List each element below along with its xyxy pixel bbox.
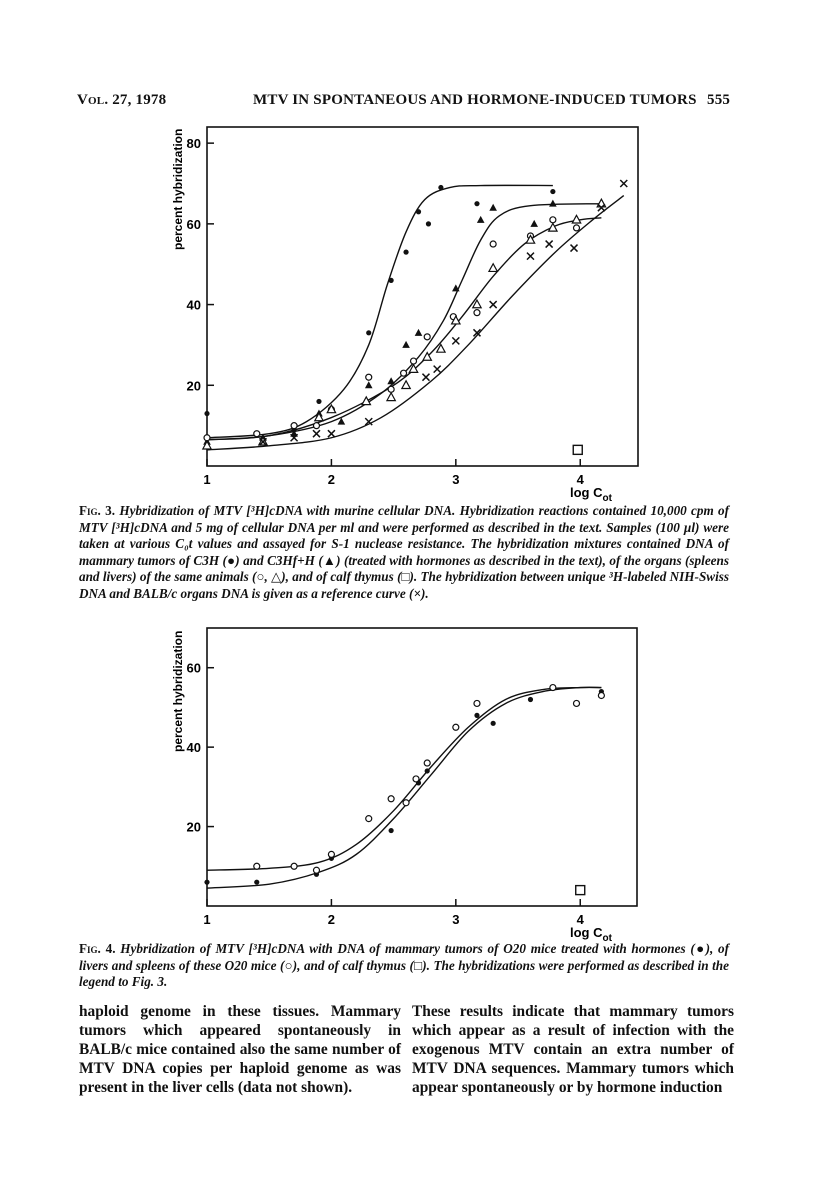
f3-marker-filled-circle	[426, 221, 431, 226]
figure-3-chart	[0, 110, 816, 504]
f3-marker-open-circle	[366, 374, 372, 380]
f3-marker-open-triangle	[549, 223, 557, 231]
f3-marker-open-triangle	[387, 393, 395, 401]
f3-x-tick-label: 4	[576, 472, 584, 487]
figure-3-xlabel: $\log C_{ot}$	[570, 485, 612, 504]
f3-marker-filled-circle	[438, 185, 443, 190]
page-number: 555	[707, 92, 731, 108]
f3-marker-filled-circle	[389, 278, 394, 283]
f4-marker-open-circle	[254, 863, 260, 869]
f3-marker-cross	[620, 180, 627, 187]
figure-4-caption-label: Fig. 4.	[79, 941, 116, 956]
f4-y-tick-label: 60	[186, 660, 201, 676]
f3-fit-curve	[207, 185, 553, 437]
f3-marker-filled-triangle	[530, 220, 538, 227]
f3-y-tick-label: 40	[186, 297, 201, 313]
f3-marker-filled-circle	[550, 189, 555, 194]
f3-marker-open-circle	[313, 423, 319, 429]
f4-marker-open-square	[576, 886, 585, 895]
figure-4-caption	[79, 941, 729, 991]
f4-marker-open-circle	[366, 816, 372, 822]
f4-marker-open-circle	[413, 776, 419, 782]
body-text-right-column: These results indicate that mammary tumors which appear as a result of infection with the exogenous MTV contain an extra number of MTV DNA sequences. Mammary tumors which appear spontaneously or by hormone induction	[412, 1003, 734, 1096]
f4-marker-filled-circle	[204, 880, 209, 885]
f3-marker-open-triangle	[402, 381, 410, 389]
f3-marker-open-circle	[204, 435, 210, 441]
f3-marker-filled-circle	[366, 330, 371, 335]
f3-marker-open-triangle	[362, 397, 370, 405]
f3-marker-open-circle	[388, 386, 394, 392]
f3-marker-open-circle	[574, 225, 580, 231]
f3-marker-open-triangle	[572, 215, 580, 223]
f3-marker-filled-triangle	[477, 216, 485, 223]
f3-marker-filled-circle	[204, 411, 209, 416]
f3-marker-open-square	[573, 445, 582, 454]
figure-4-ylabel: percent hybridization	[171, 630, 185, 752]
f4-marker-open-circle	[598, 693, 604, 699]
f4-x-tick-label: 4	[576, 912, 584, 927]
f3-marker-filled-triangle	[489, 204, 497, 211]
f3-fit-curve	[207, 204, 601, 440]
f4-marker-open-circle	[403, 800, 409, 806]
f3-marker-filled-triangle	[415, 329, 423, 336]
f4-marker-open-circle	[424, 760, 430, 766]
f4-marker-open-circle	[474, 700, 480, 706]
f4-fit-curve	[207, 687, 601, 870]
f3-x-tick-label: 1	[203, 472, 211, 487]
f3-marker-filled-triangle	[549, 200, 557, 207]
f4-fit-curve	[207, 687, 601, 888]
f3-marker-filled-triangle	[365, 381, 373, 388]
figure-3-caption	[79, 503, 729, 603]
f3-marker-cross	[546, 241, 553, 248]
f3-marker-filled-circle	[403, 250, 408, 255]
f3-x-tick-label: 2	[327, 472, 336, 487]
f4-marker-open-circle	[328, 851, 334, 857]
f3-marker-cross	[422, 374, 429, 381]
figure-4-xlabel: $\log C_{ot}$	[570, 925, 612, 944]
figure-4-chart	[0, 608, 816, 944]
f3-marker-cross	[527, 253, 534, 260]
f3-marker-open-circle	[424, 334, 430, 340]
f4-marker-open-circle	[313, 867, 319, 873]
f4-marker-open-circle	[453, 724, 459, 730]
f3-marker-cross	[434, 366, 441, 373]
figure-4-caption-text: Hybridization of MTV [³H]cDNA with DNA of mammary tumors of O20 mice treated with hormones (●), of livers and spleens of these O20 mice (○), and of calf thymus (□). The hybridizations were performed as described in the legend to Fig. 3.	[79, 941, 730, 990]
f4-marker-filled-circle	[254, 880, 259, 885]
f4-x-tick-label: 3	[452, 912, 460, 927]
f3-marker-filled-circle	[474, 201, 479, 206]
f3-marker-cross	[452, 337, 459, 344]
f3-marker-cross	[490, 301, 497, 308]
f4-plot-frame	[207, 628, 637, 906]
f3-marker-open-triangle	[203, 441, 211, 449]
f3-marker-cross	[313, 430, 320, 437]
f3-marker-filled-circle	[316, 399, 321, 404]
figure-3-caption-label: Fig. 3.	[79, 503, 116, 518]
f4-y-tick-label: 20	[186, 819, 201, 835]
f4-y-tick-label: 40	[186, 740, 201, 756]
f3-marker-cross	[328, 430, 335, 437]
f3-y-tick-label: 80	[186, 136, 201, 152]
f3-marker-open-circle	[291, 423, 297, 429]
f4-marker-filled-circle	[491, 721, 496, 726]
f3-marker-open-circle	[490, 241, 496, 247]
f3-y-tick-label: 60	[186, 216, 201, 232]
f3-x-tick-label: 3	[452, 472, 460, 487]
f3-marker-filled-triangle	[387, 377, 395, 384]
f4-marker-open-circle	[388, 796, 394, 802]
f4-marker-filled-circle	[474, 713, 479, 718]
f3-marker-filled-circle	[416, 209, 421, 214]
running-header-title: MTV IN SPONTANEOUS AND HORMONE-INDUCED TUMORS	[253, 92, 697, 108]
body-text-left-column: haploid genome in these tissues. Mammary tumors which appeared spontaneously in BALB/c mice contained also the same number of MTV DNA copies per haploid genome as was present in the liver cells (data not shown).	[79, 1003, 401, 1096]
figure-3-caption-text: Hybridization of MTV [³H]cDNA with murine cellular DNA. Hybridization reactions contained 10,000 cpm of MTV [³H]cDNA and 5 mg of cellular DNA per ml and were performed as described in the text. Samples (100 µl) were taken at various C₀t values and assayed for S-1 nuclease resistance. The hybridization mixtures contained DNA of mammary tumors of C3H (●) and C3Hf+H (▲) (treated with hormones as described in the text), of the organs (spleens and livers) of the same animals (○, △), and of calf thymus (□). The hybridization between unique ³H-labeled NIH-Swiss DNA and BALB/c organs DNA is given as a reference curve (×).	[79, 503, 730, 601]
f3-marker-open-circle	[550, 217, 556, 223]
f4-x-tick-label: 2	[327, 912, 336, 927]
f3-marker-open-circle	[411, 358, 417, 364]
f3-marker-open-circle	[254, 431, 260, 437]
f3-y-tick-label: 20	[186, 378, 201, 394]
f4-marker-open-circle	[550, 685, 556, 691]
f4-marker-filled-circle	[528, 697, 533, 702]
f4-marker-open-circle	[291, 863, 297, 869]
running-header-volume: Vol. 27, 1978	[77, 92, 167, 108]
f3-marker-open-triangle	[315, 413, 323, 421]
figure-3-ylabel: percent hybridization	[171, 128, 185, 250]
f3-plot-frame	[207, 127, 638, 466]
f4-marker-filled-circle	[425, 768, 430, 773]
f3-marker-open-triangle	[489, 264, 497, 272]
f3-marker-open-circle	[474, 310, 480, 316]
f4-marker-open-circle	[574, 700, 580, 706]
f4-marker-filled-circle	[389, 828, 394, 833]
f3-marker-open-circle	[401, 370, 407, 376]
f3-fit-curve	[207, 196, 624, 450]
f3-marker-filled-triangle	[402, 341, 410, 348]
f4-x-tick-label: 1	[203, 912, 211, 927]
f3-marker-cross	[571, 245, 578, 252]
